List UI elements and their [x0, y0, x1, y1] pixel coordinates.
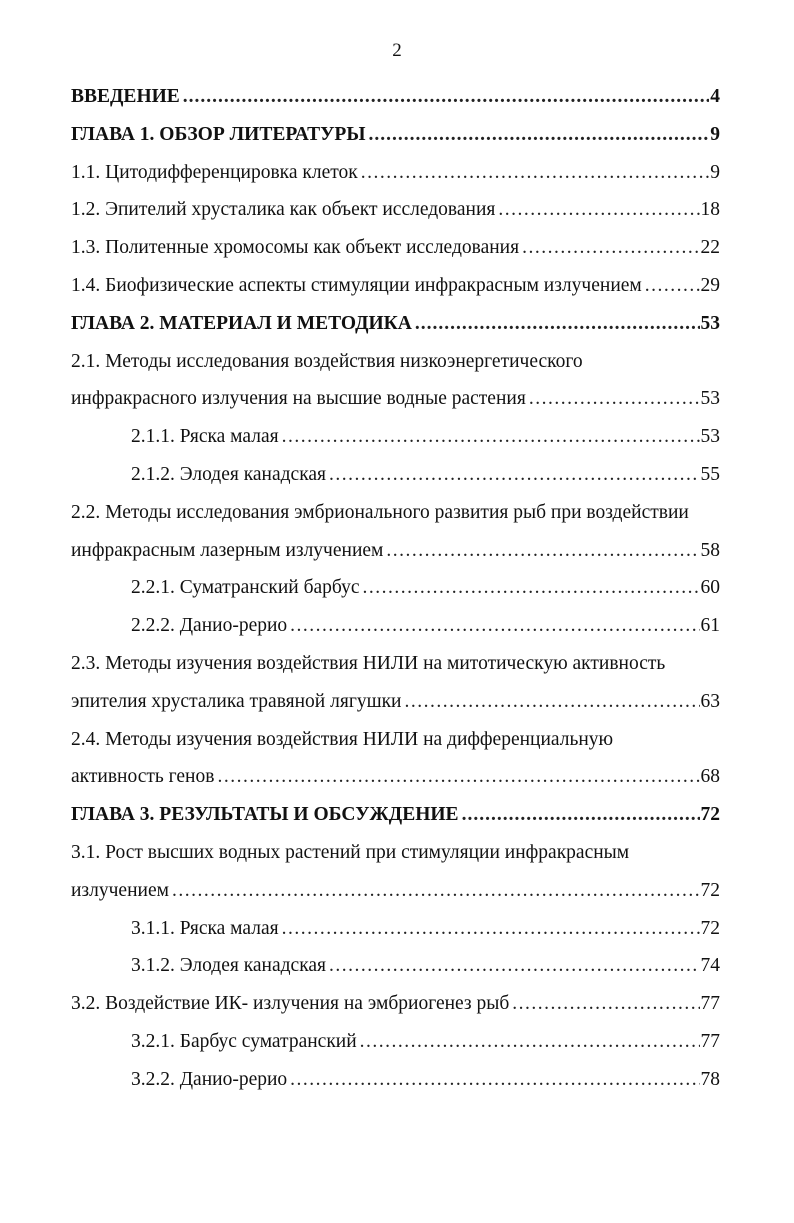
toc-entry[interactable]: [71, 540, 720, 578]
toc-entry-page-number: 58: [700, 539, 720, 561]
toc-dot-leader: [290, 1069, 699, 1091]
toc-entry-title: 1.1. Цитодифференцировка клеток: [71, 161, 358, 183]
toc-entry[interactable]: [71, 199, 720, 237]
toc-entry-title: 3.2.2. Данио-рерио: [131, 1068, 288, 1090]
toc-entry[interactable]: [71, 388, 720, 426]
toc-entry-title: 3.1.2. Элодея канадская: [131, 955, 327, 977]
toc-dot-leader: [462, 804, 700, 826]
toc-entry-title: 2.2.2. Данио-рерио: [131, 615, 288, 637]
toc-dot-leader: [645, 275, 700, 297]
toc-entry[interactable]: [71, 955, 720, 993]
toc-dot-leader: [512, 993, 699, 1015]
toc-dot-leader: [386, 540, 699, 562]
toc-dot-leader: [183, 86, 709, 108]
toc-dot-leader: [172, 880, 700, 902]
toc-dot-leader: [415, 313, 700, 335]
toc-entry[interactable]: [71, 502, 720, 540]
toc-entry[interactable]: [71, 804, 720, 842]
toc-entry-page-number: 72: [700, 917, 720, 939]
toc-dot-leader: [360, 1031, 700, 1053]
toc-entry[interactable]: [71, 691, 720, 729]
toc-entry-page-number: 63: [700, 690, 720, 712]
toc-entry-page-number: 29: [700, 274, 720, 296]
toc-entry[interactable]: [71, 918, 720, 956]
toc-dot-leader: [405, 691, 700, 713]
toc-entry-title: 2.3. Методы изучения воздействия НИЛИ на митотическую активность: [71, 652, 666, 674]
table-of-contents: [71, 86, 720, 1107]
toc-dot-leader: [363, 577, 700, 599]
toc-entry-page-number: 4: [710, 86, 720, 107]
toc-entry-title: 2.4. Методы изучения воздействия НИЛИ на дифференциальную: [71, 728, 614, 750]
toc-entry[interactable]: [71, 124, 720, 162]
toc-entry[interactable]: [71, 351, 720, 389]
toc-dot-leader: [290, 615, 699, 637]
toc-entry-title: 1.4. Биофизические аспекты стимуляции инфракрасным излучением: [71, 274, 642, 296]
toc-entry[interactable]: [71, 464, 720, 502]
toc-entry[interactable]: [71, 577, 720, 615]
toc-entry-page-number: 77: [700, 1030, 720, 1052]
page-number: 2: [392, 40, 402, 61]
toc-entry-page-number: 53: [700, 426, 720, 448]
toc-entry-page-number: 78: [700, 1068, 720, 1090]
toc-entry-title: 3.1.1. Ряска малая: [131, 917, 279, 939]
toc-entry[interactable]: [71, 993, 720, 1031]
toc-entry-page-number: 60: [700, 577, 720, 599]
toc-entry-title: 1.3. Политенные хромосомы как объект исследования: [71, 237, 520, 259]
toc-entry-title: ГЛАВА 1. ОБЗОР ЛИТЕРАТУРЫ: [71, 123, 366, 145]
toc-entry[interactable]: [71, 275, 720, 313]
toc-entry-page-number: 18: [700, 199, 720, 221]
toc-entry-title: эпителия хрусталика травяной лягушки: [71, 690, 402, 712]
toc-entry-page-number: 68: [700, 766, 720, 788]
toc-entry-title: ГЛАВА 3. РЕЗУЛЬТАТЫ И ОБСУЖДЕНИЕ: [71, 804, 459, 826]
toc-dot-leader: [529, 388, 700, 410]
toc-entry-title: активность генов: [71, 766, 215, 788]
toc-entry-page-number: 9: [710, 161, 720, 183]
toc-entry-title: 3.2. Воздействие ИК- излучения на эмбриогенез рыб: [71, 993, 510, 1015]
toc-entry[interactable]: [71, 162, 720, 200]
toc-entry-title: 2.1.2. Элодея канадская: [131, 463, 327, 485]
toc-entry[interactable]: [71, 237, 720, 275]
toc-entry-title: инфракрасного излучения на высшие водные растения: [71, 388, 526, 410]
toc-entry[interactable]: [71, 1069, 720, 1107]
toc-dot-leader: [217, 766, 699, 788]
toc-entry-page-number: 53: [700, 388, 720, 410]
toc-entry[interactable]: [71, 653, 720, 691]
toc-entry[interactable]: [71, 615, 720, 653]
toc-entry-title: 3.2.1. Барбус суматранский: [131, 1030, 357, 1052]
toc-entry[interactable]: [71, 86, 720, 124]
toc-entry-title: ГЛАВА 2. МАТЕРИАЛ И МЕТОДИКА: [71, 312, 412, 334]
toc-dot-leader: [498, 199, 699, 221]
toc-entry-page-number: 72: [700, 804, 720, 826]
toc-entry-page-number: 74: [700, 955, 720, 977]
toc-entry[interactable]: [71, 313, 720, 351]
toc-entry-page-number: 61: [700, 615, 720, 637]
toc-entry[interactable]: [71, 880, 720, 918]
toc-entry[interactable]: [71, 426, 720, 464]
toc-entry-title: 2.1.1. Ряска малая: [131, 426, 279, 448]
toc-dot-leader: [369, 124, 710, 146]
toc-entry-title: 2.2. Методы исследования эмбрионального развития рыб при воздействии: [71, 501, 689, 523]
toc-entry[interactable]: [71, 729, 720, 767]
toc-dot-leader: [282, 918, 700, 940]
toc-entry[interactable]: [71, 1031, 720, 1069]
toc-dot-leader: [361, 162, 710, 184]
toc-entry-title: 3.1. Рост высших водных растений при стимуляции инфракрасным: [71, 841, 630, 863]
toc-entry-page-number: 53: [700, 312, 720, 334]
toc-dot-leader: [522, 237, 699, 259]
toc-entry-page-number: 72: [700, 879, 720, 901]
toc-entry-title: излучением: [71, 879, 169, 901]
toc-dot-leader: [282, 426, 700, 448]
toc-entry-title: ВВЕДЕНИЕ: [71, 86, 180, 107]
toc-entry-title: 1.2. Эпителий хрусталика как объект исследования: [71, 199, 496, 221]
toc-entry-page-number: 9: [710, 123, 720, 145]
toc-entry-title: инфракрасным лазерным излучением: [71, 539, 384, 561]
toc-entry-page-number: 55: [700, 463, 720, 485]
toc-entry[interactable]: [71, 766, 720, 804]
toc-entry-page-number: 77: [700, 993, 720, 1015]
toc-entry-title: 2.2.1. Суматранский барбус: [131, 577, 360, 599]
toc-dot-leader: [329, 464, 699, 486]
toc-entry-page-number: 22: [700, 237, 720, 259]
toc-entry-title: 2.1. Методы исследования воздействия низкоэнергетического: [71, 350, 583, 372]
toc-dot-leader: [329, 955, 699, 977]
toc-entry[interactable]: [71, 842, 720, 880]
